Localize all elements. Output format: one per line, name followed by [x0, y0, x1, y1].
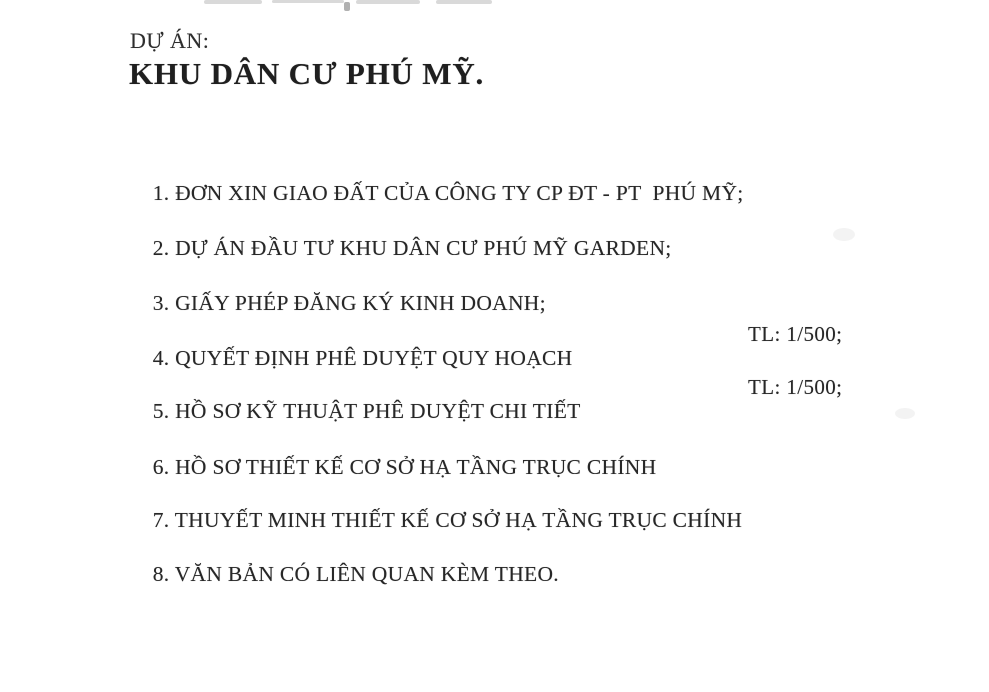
item-text: THUYẾT MINH THIẾT KẾ CƠ SỞ HẠ TẦNG TRỤC CHÍNH: [174, 508, 743, 532]
scan-artifact: [204, 0, 262, 4]
item-scale-note: TL: 1/500;: [748, 322, 843, 346]
list-item: [130, 156, 980, 205]
item-text: QUYẾT ĐỊNH PHÊ DUYỆT QUY HOẠCH: [175, 346, 573, 370]
project-label: DỰ ÁN:: [130, 28, 210, 53]
item-number: 2.: [152, 236, 176, 260]
item-number: 6.: [152, 455, 176, 479]
list-item: [130, 430, 980, 479]
item-text: GIẤY PHÉP ĐĂNG KÝ KINH DOANH;: [175, 291, 546, 315]
scan-artifact: [272, 0, 344, 3]
list-item: [130, 537, 980, 586]
item-number: 5.: [152, 399, 176, 423]
item-number: 8.: [152, 562, 175, 586]
scan-artifact: [356, 0, 420, 4]
item-text: HỒ SƠ KỸ THUẬT PHÊ DUYỆT CHI TIẾT: [175, 399, 581, 423]
project-title: KHU DÂN CƯ PHÚ MỸ.: [129, 56, 485, 91]
scan-artifact: [344, 2, 350, 11]
list-item: [130, 211, 980, 260]
item-text: VĂN BẢN CÓ LIÊN QUAN KÈM THEO.: [174, 562, 559, 586]
item-text: ĐƠN XIN GIAO ĐẤT CỦA CÔNG TY CP ĐT - PT PHÚ MỸ;: [175, 181, 744, 205]
list-item: [130, 266, 980, 315]
list-item: [130, 483, 980, 532]
item-text: HỒ SƠ THIẾT KẾ CƠ SỞ HẠ TẦNG TRỤC CHÍNH: [175, 455, 657, 479]
scan-smudge: [895, 408, 915, 419]
list-item: [130, 374, 980, 423]
item-number: 3.: [152, 291, 176, 315]
item-number: 4.: [152, 346, 176, 370]
item-text: DỰ ÁN ĐẦU TƯ KHU DÂN CƯ PHÚ MỸ GARDEN;: [175, 236, 672, 260]
item-number: 1.: [152, 181, 176, 205]
list-item: [130, 321, 980, 370]
scan-artifact: [436, 0, 492, 4]
item-scale-note: TL: 1/500;: [748, 375, 843, 399]
item-number: 7.: [152, 508, 175, 532]
